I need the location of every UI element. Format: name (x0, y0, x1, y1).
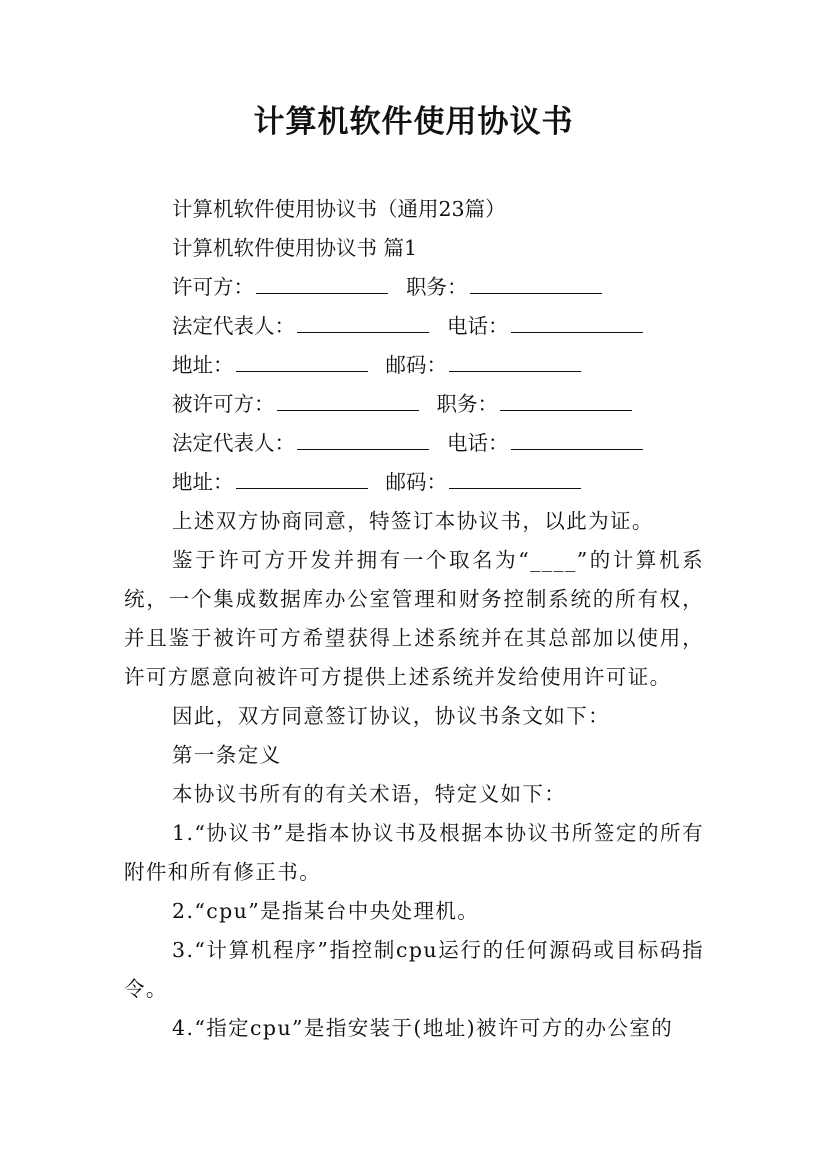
licensee-rep-row (124, 424, 704, 463)
licensor-party-row (124, 268, 704, 307)
licensee-rep-label: 法定代表人： (172, 431, 295, 455)
definition-item: 3.“计算机程序”指控制cpu运行的任何源码或目标码指令。 (124, 938, 704, 1001)
licensor-rep-label: 法定代表人： (172, 314, 295, 338)
article-heading: 第一条定义 (172, 743, 282, 767)
licensee-phone-label: 电话： (447, 431, 509, 455)
paragraph: 鉴于许可方开发并拥有一个取名为“____”的计算机系统，一个集成数据库办公室管理和财务控制系统的所有权，并且鉴于被许可方希望获得上述系统并在其总部加以使用，许可方愿意向被许可方提供上述系统并发给使用许可证。 (124, 548, 704, 689)
document-title: 计算机软件使用协议书 (253, 104, 574, 140)
licensee-phone-blank (511, 429, 643, 450)
licensee-address-row (124, 463, 704, 502)
definition-item: 2.“cpu”是指某台中央处理机。 (172, 899, 480, 923)
licensee-postcode-label: 邮码： (385, 470, 447, 494)
licensor-address-row (124, 346, 704, 385)
licensee-position-label: 职务： (436, 392, 498, 416)
licensee-party-row (124, 385, 704, 424)
licensee-address-label: 地址： (172, 470, 234, 494)
licensor-position-label: 职务： (406, 275, 468, 299)
licensor-party-label: 许可方： (172, 275, 254, 299)
licensee-postcode-blank (449, 468, 581, 489)
section-heading: 计算机软件使用协议书 篇1 (172, 236, 418, 260)
document-body (124, 190, 704, 1048)
licensee-name-blank (277, 390, 419, 411)
document-subtitle: 计算机软件使用协议书（通用23篇） (172, 197, 506, 221)
definition-item: 4.“指定cpu”是指安装于(地址)被许可方的办公室的 (172, 1016, 674, 1040)
licensor-rep-blank (297, 312, 429, 333)
licensor-rep-row (124, 307, 704, 346)
licensor-postcode-label: 邮码： (385, 353, 447, 377)
paragraph: 因此，双方同意签订协议，协议书条文如下： (172, 704, 610, 728)
paragraph: 上述双方协商同意，特签订本协议书，以此为证。 (172, 509, 654, 533)
licensor-name-blank (256, 273, 388, 294)
licensee-rep-blank (297, 429, 429, 450)
licensor-postcode-blank (449, 351, 581, 372)
licensor-address-blank (236, 351, 368, 372)
licensor-address-label: 地址： (172, 353, 234, 377)
definition-item: 1.“协议书”是指本协议书及根据本协议书所签定的所有附件和所有修正书。 (124, 821, 704, 884)
licensor-phone-blank (511, 312, 643, 333)
licensee-party-label: 被许可方： (172, 392, 275, 416)
licensor-phone-label: 电话： (447, 314, 509, 338)
paragraph: 本协议书所有的有关术语，特定义如下： (172, 782, 567, 806)
licensee-position-blank (500, 390, 632, 411)
licensor-position-blank (470, 273, 602, 294)
licensee-address-blank (236, 468, 368, 489)
